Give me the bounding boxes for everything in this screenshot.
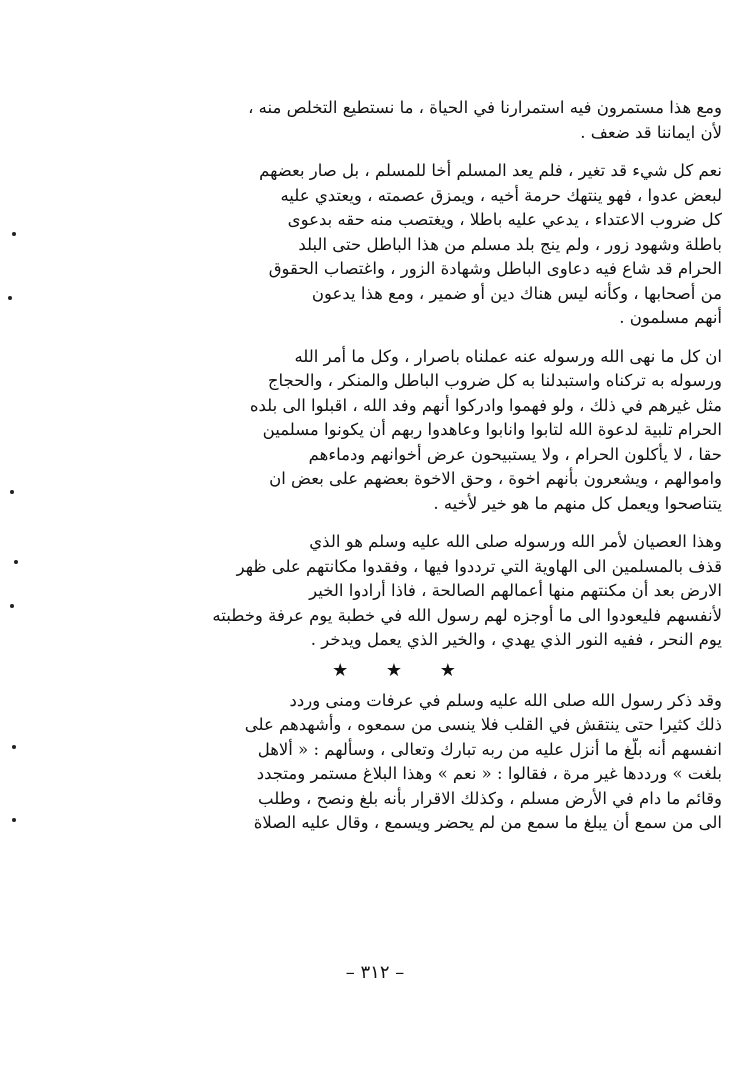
text-line: وقائم ما دام في الأرض مسلم ، وكذلك الاقرار بأنه بلغ ونصح ، وطلب <box>258 788 722 808</box>
scan-mark <box>10 490 14 494</box>
text-line: قذف بالمسلمين الى الهاوية التي ترددوا فيها ، وفقدوا مكانتهم على ظهر <box>236 556 722 576</box>
text-line: يوم النحر ، ففيه النور الذي يهدي ، والخير الذي يعمل ويدخر . <box>310 630 722 649</box>
paragraph-1 <box>82 96 722 145</box>
scan-mark <box>14 560 18 564</box>
text-line: انفسهم أنه بلّغ ما أنزل عليه من ربه تبارك وتعالى ، وسألهم : « ألاهل <box>257 739 722 759</box>
text-line: ومع هذا مستمرون فيه استمرارنا في الحياة ، ما نستطيع التخلص منه ، <box>248 98 722 117</box>
text-line: الى من سمع أن يبلغ ما سمع من لم يحضر ويسمع ، وقال عليه الصلاة <box>253 813 722 832</box>
scan-mark <box>8 296 12 300</box>
document-page <box>82 96 722 836</box>
paragraph-3 <box>82 345 722 517</box>
text-line: الحرام تلبية لدعوة الله لتابوا وانابوا وعاهدوا ربهم أن يكونوا مسلمين <box>262 420 722 439</box>
text-line: لأن ايماننا قد ضعف . <box>580 122 722 142</box>
scan-mark <box>12 745 16 749</box>
page-number: – ٣١٢ – <box>345 962 405 983</box>
scan-mark <box>12 232 16 236</box>
text-line: ذلك كثيرا حتى ينتقش في القلب فلا ينسى من سمعوه ، وأشهدهم على <box>244 715 722 734</box>
paragraph-5 <box>82 689 722 836</box>
scan-mark <box>12 818 16 822</box>
text-line: واموالهم ، ويشعرون بأنهم اخوة ، وحق الاخوة بعضهم على بعض ان <box>269 469 722 488</box>
text-line: من أصحابها ، وكأنه ليس هناك دين أو ضمير ، ومع هذا يدعون <box>311 283 722 303</box>
text-line: مثل غيرهم في ذلك ، ولو فهموا وادركوا أنهم وفد الله ، اقبلوا الى بلده <box>249 395 722 415</box>
text-line: الارض بعد أن مكنتهم منها أعمالهم الصالحة ، فاذا أرادوا الخير <box>309 581 722 600</box>
text-line: نعم كل شيء قد تغير ، فلم يعد المسلم أخا للمسلم ، بل صار بعضهم <box>259 161 722 180</box>
text-line: يتناصحوا ويعمل كل منهم ما هو خير لأخيه . <box>433 493 722 513</box>
text-line: كل ضروب الاعتداء ، يدعي عليه باطلا ، ويغتصب منه حقه بدعوى <box>287 210 722 229</box>
text-line: الحرام قد شاع فيه دعاوى الباطل وشهادة الزور ، واغتصاب الحقوق <box>268 259 722 278</box>
scan-mark <box>10 604 14 608</box>
text-line: لأنفسهم فليعودوا الى ما أوجزه لهم رسول الله في خطبة يوم عرفة وخطبته <box>212 605 722 625</box>
text-line: أنهم مسلمون . <box>619 308 722 327</box>
text-line: باطلة وشهود زور ، ولم ينج بلد مسلم من هذا الباطل حتى البلد <box>298 234 722 254</box>
text-line: وقد ذكر رسول الله صلى الله عليه وسلم في عرفات ومنى وردد <box>289 690 722 710</box>
text-line: وهذا العصيان لأمر الله ورسوله صلى الله عليه وسلم هو الذي <box>309 532 722 551</box>
paragraph-2 <box>82 159 722 331</box>
text-line: بلغت » ورددها غير مرة ، فقالوا : « نعم » وهذا البلاغ مستمر ومتجدد <box>256 764 722 783</box>
paragraph-4 <box>82 530 722 653</box>
text-line: ورسوله به تركناه واستبدلنا به كل ضروب الباطل والمنكر ، والحجاج <box>267 371 722 390</box>
text-line: ان كل ما نهى الله ورسوله عنه عملناه باصرار ، وكل ما أمر الله <box>294 346 722 366</box>
text-line: حقا ، لا يأكلون الحرام ، ولا يستبيحون عرض أخوانهم ودماءهم <box>308 444 722 464</box>
text-line: لبعض عدوا ، فهو ينتهك حرمة أخيه ، ويمزق عصمته ، ويعتدي عليه <box>280 185 722 205</box>
section-separator: ★ ★ ★ <box>332 659 472 681</box>
